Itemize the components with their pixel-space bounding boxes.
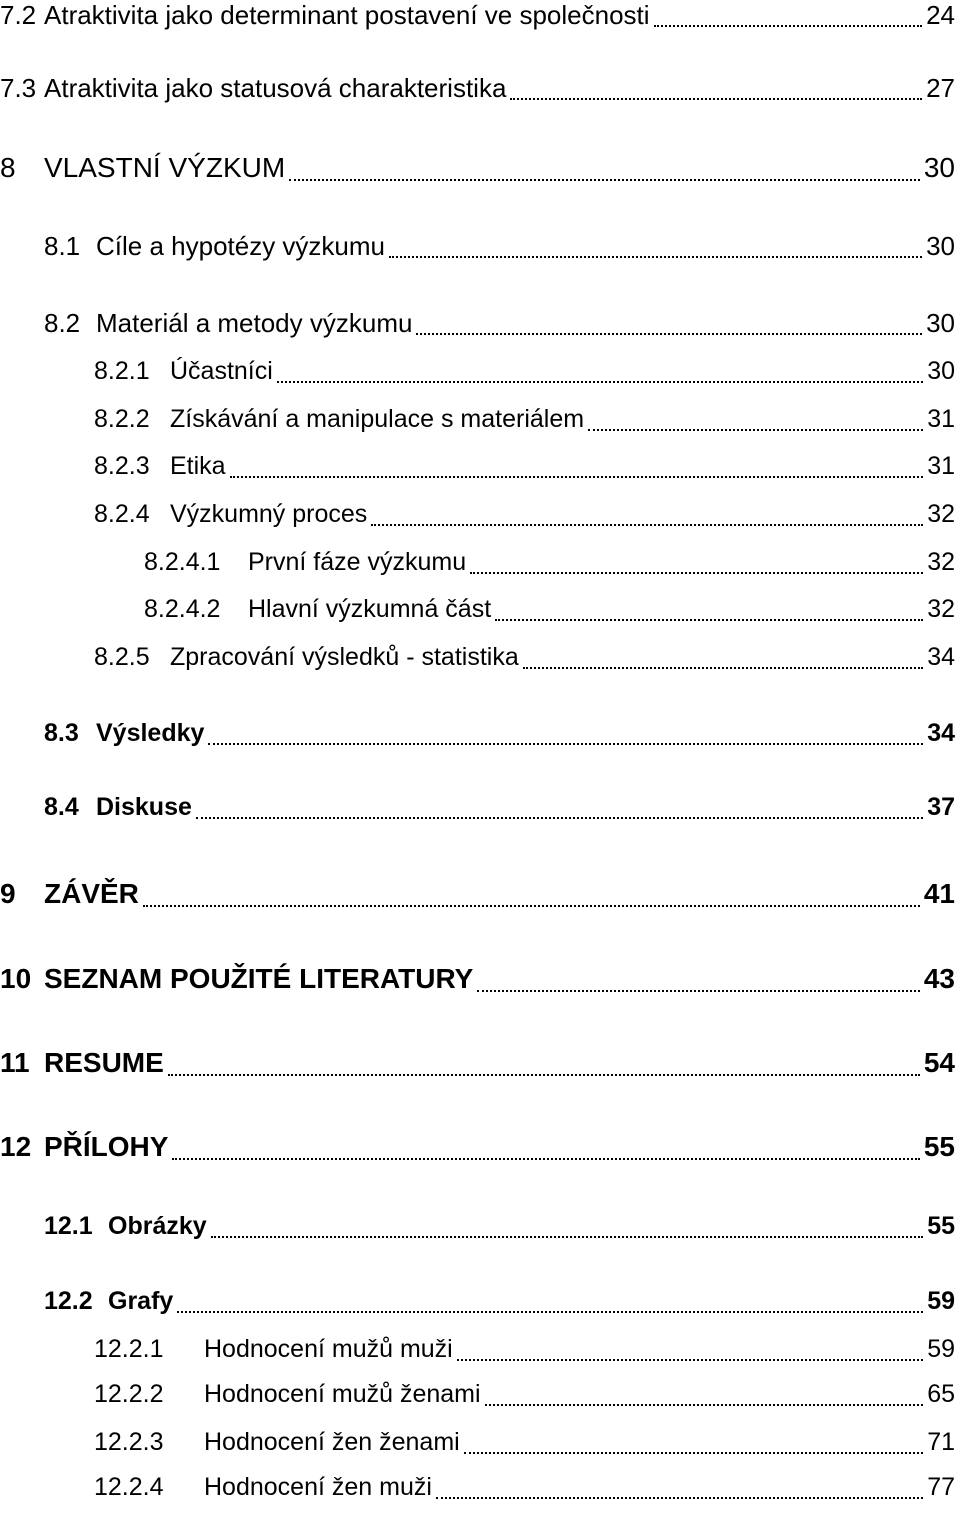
toc-entry-page: 31	[927, 405, 955, 433]
toc-entry[interactable]	[0, 595, 960, 635]
toc-entry-page: 32	[927, 595, 955, 623]
toc-entry[interactable]	[0, 500, 960, 540]
toc-leader-dots	[654, 25, 923, 27]
toc-entry-page: 54	[923, 1047, 955, 1078]
toc-entry-number: 12.2	[44, 1287, 93, 1315]
toc-entry-page: 55	[923, 1131, 955, 1162]
toc-entry-number: 12.2.3	[94, 1428, 164, 1456]
toc-entry-number: 7.3	[0, 73, 37, 103]
toc-entry-number: 8.2.4.1	[144, 548, 221, 576]
toc-entry-page: 30	[923, 152, 955, 183]
toc-entry-title: VLASTNÍ VÝZKUM	[44, 152, 286, 183]
toc-entry[interactable]	[0, 1212, 960, 1252]
toc-entry-number: 8.2.5	[94, 643, 150, 671]
toc-entry-page: 41	[923, 878, 955, 909]
toc-entry-title: Hodnocení žen ženami	[204, 1428, 460, 1456]
toc-entry[interactable]	[0, 1473, 960, 1513]
toc-entry-title: Hlavní výzkumná část	[248, 595, 492, 623]
toc-entry[interactable]	[0, 0, 960, 40]
toc-entry-title: Výsledky	[96, 719, 205, 747]
toc-entry-title: Účastníci	[170, 357, 273, 385]
toc-entry-page: 71	[927, 1428, 955, 1456]
toc-leader-dots	[416, 333, 922, 335]
toc-entry-page: 30	[926, 231, 955, 261]
toc-entry-title: Grafy	[108, 1287, 174, 1315]
toc-entry[interactable]	[0, 719, 960, 759]
toc-entry-page: 32	[927, 548, 955, 576]
toc-entry-number: 8.2.3	[94, 452, 150, 480]
toc-entry-title: RESUME	[44, 1047, 164, 1078]
toc-leader-dots	[289, 179, 920, 181]
toc-entry-number: 8.2.4	[94, 500, 150, 528]
toc-entry-number: 12.2.2	[94, 1380, 164, 1408]
toc-entry-number: 8.2.2	[94, 405, 150, 433]
toc-entry-title: Etika	[170, 452, 226, 480]
toc-entry-number: 12.1	[44, 1212, 93, 1240]
toc-leader-dots	[485, 1404, 924, 1406]
toc-entry-page: 77	[927, 1473, 955, 1501]
toc-leader-dots	[208, 743, 923, 745]
toc-entry[interactable]	[0, 308, 960, 348]
toc-entry-page: 37	[927, 793, 955, 821]
toc-leader-dots	[143, 905, 920, 907]
toc-entry[interactable]	[0, 405, 960, 445]
toc-entry[interactable]	[0, 548, 960, 588]
toc-entry-number: 8.1	[44, 231, 81, 261]
toc-entry-title: Získávání a manipulace s materiálem	[170, 405, 585, 433]
toc-entry-number: 10	[0, 963, 32, 994]
toc-entry-title: Atraktivita jako determinant postavení ve společnosti	[44, 0, 650, 30]
toc-entry[interactable]	[0, 1380, 960, 1420]
toc-entry-title: Hodnocení mužů ženami	[204, 1380, 481, 1408]
toc-leader-dots	[464, 1452, 923, 1454]
toc-entry[interactable]	[0, 793, 960, 833]
toc-entry[interactable]	[0, 452, 960, 492]
toc-leader-dots	[470, 572, 923, 574]
toc-entry-number: 12	[0, 1131, 32, 1162]
toc-entry-number: 7.2	[0, 0, 37, 30]
toc-entry-title: První fáze výzkumu	[248, 548, 467, 576]
toc-entry-page: 59	[927, 1287, 955, 1315]
toc-entry[interactable]	[0, 152, 960, 192]
toc-entry-number: 8.4	[44, 793, 79, 821]
toc-leader-dots	[523, 667, 923, 669]
toc-entry-page: 30	[926, 308, 955, 338]
toc-entry-title: Cíle a hypotézy výzkumu	[96, 231, 386, 261]
toc-entry-page: 32	[927, 500, 955, 528]
toc-entry-title: PŘÍLOHY	[44, 1131, 169, 1162]
toc-entry-page: 30	[927, 357, 955, 385]
toc-leader-dots	[588, 429, 923, 431]
toc-entry-page: 65	[927, 1380, 955, 1408]
toc-leader-dots	[277, 381, 923, 383]
toc-leader-dots	[230, 476, 924, 478]
toc-leader-dots	[168, 1074, 920, 1076]
toc-entry[interactable]	[0, 643, 960, 683]
toc-leader-dots	[177, 1311, 923, 1313]
toc-leader-dots	[436, 1497, 923, 1499]
toc-leader-dots	[196, 817, 923, 819]
toc-entry-page: 24	[926, 0, 955, 30]
toc-entry-page: 43	[923, 963, 955, 994]
toc-entry-number: 12.2.1	[94, 1335, 164, 1363]
toc-entry-number: 8.2.4.2	[144, 595, 221, 623]
toc-entry-title: ZÁVĚR	[44, 878, 139, 909]
toc-leader-dots	[371, 524, 923, 526]
toc-entry-page: 59	[927, 1335, 955, 1363]
toc-entry-title: Hodnocení žen muži	[204, 1473, 432, 1501]
toc-leader-dots	[510, 98, 922, 100]
toc-entry[interactable]	[0, 1335, 960, 1375]
toc-entry-page: 34	[927, 719, 955, 747]
toc-entry-number: 8.2.1	[94, 357, 150, 385]
toc-entry-number: 8.2	[44, 308, 81, 338]
toc-entry[interactable]	[0, 1047, 960, 1087]
toc-entry-page: 55	[927, 1212, 955, 1240]
toc-entry-number: 12.2.4	[94, 1473, 164, 1501]
toc-leader-dots	[172, 1158, 919, 1160]
toc-entry[interactable]	[0, 878, 960, 918]
toc-leader-dots	[495, 619, 923, 621]
toc-entry-title: SEZNAM POUŽITÉ LITERATURY	[44, 963, 474, 994]
toc-entry-title: Materiál a metody výzkumu	[96, 308, 413, 338]
toc-leader-dots	[389, 256, 922, 258]
toc-entry-page: 27	[926, 73, 955, 103]
toc-entry[interactable]	[0, 357, 960, 397]
toc-entry[interactable]	[0, 963, 960, 1003]
toc-entry-number: 9	[0, 878, 16, 909]
toc-leader-dots	[211, 1236, 924, 1238]
toc-entry[interactable]	[0, 1287, 960, 1327]
toc-entry-title: Zpracování výsledků - statistika	[170, 643, 519, 671]
toc-entry-title: Atraktivita jako statusová charakteristika	[44, 73, 507, 103]
toc-entry-number: 11	[0, 1047, 30, 1078]
toc-entry[interactable]	[0, 1428, 960, 1468]
toc-entry-number: 8	[0, 152, 16, 183]
toc-entry[interactable]	[0, 231, 960, 271]
toc-entry-page: 34	[927, 643, 955, 671]
toc-entry-title: Obrázky	[108, 1212, 207, 1240]
toc-entry-title: Diskuse	[96, 793, 192, 821]
toc-entry[interactable]	[0, 73, 960, 113]
toc-entry-page: 31	[927, 452, 955, 480]
toc-entry-title: Hodnocení mužů muži	[204, 1335, 453, 1363]
toc-leader-dots	[457, 1359, 923, 1361]
toc-entry-title: Výzkumný proces	[170, 500, 368, 528]
toc-leader-dots	[477, 990, 920, 992]
toc-entry-number: 8.3	[44, 719, 79, 747]
toc-entry[interactable]	[0, 1131, 960, 1171]
